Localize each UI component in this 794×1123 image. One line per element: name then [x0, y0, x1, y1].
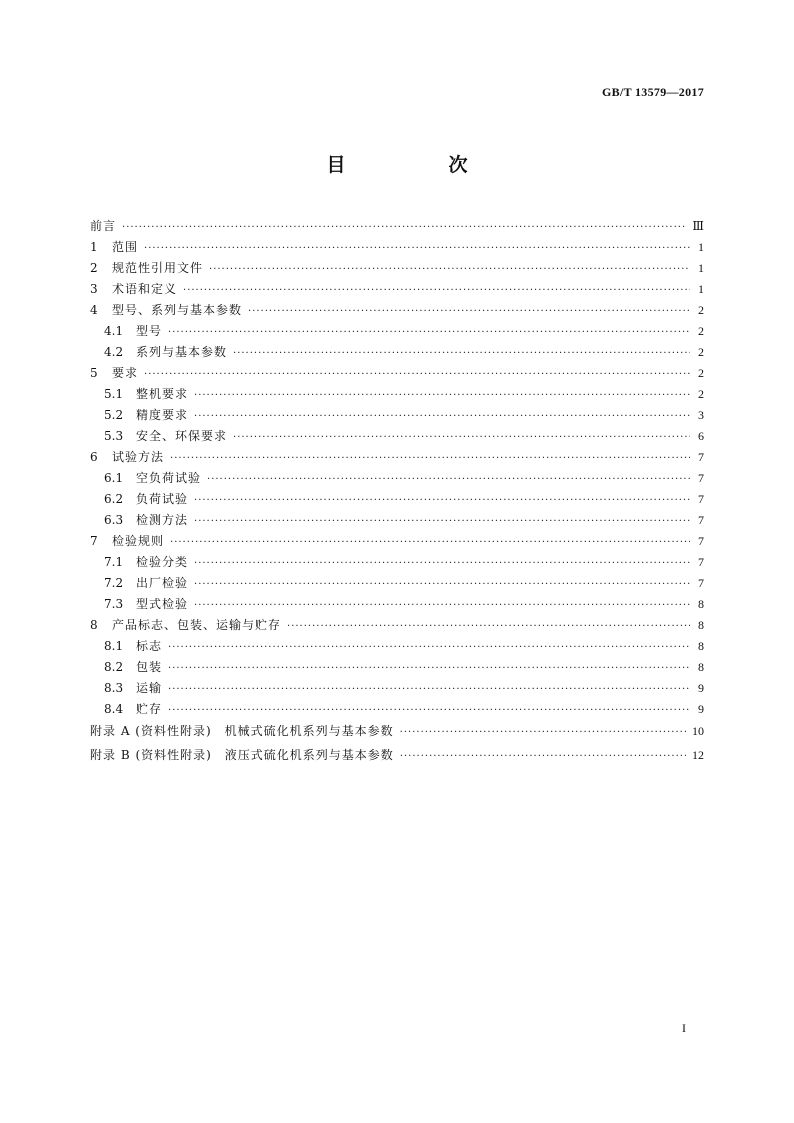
- toc-page: 2: [698, 345, 704, 359]
- toc-entry-4-2[interactable]: [90, 342, 704, 363]
- toc-entry-7-2[interactable]: [90, 573, 704, 594]
- toc-leader: [194, 511, 690, 532]
- toc-entry-4[interactable]: [90, 300, 704, 321]
- toc-number: 7.2: [104, 576, 124, 590]
- toc-page: 7: [698, 534, 704, 548]
- toc-number: 2: [90, 261, 98, 275]
- toc-label: 附录 A (资料性附录) 机械式硫化机系列与基本参数: [90, 724, 394, 738]
- toc-leader: [144, 238, 690, 259]
- toc-entry-1[interactable]: [90, 237, 704, 258]
- toc-entry-5[interactable]: [90, 363, 704, 384]
- toc-page: 6: [698, 429, 704, 443]
- toc-entry-7[interactable]: [90, 531, 704, 552]
- toc-number: 4.1: [104, 324, 124, 338]
- toc-leader: [209, 259, 690, 280]
- toc-leader: [400, 745, 686, 769]
- toc-entry-5-3[interactable]: [90, 426, 704, 447]
- toc-page: 8: [698, 639, 704, 653]
- toc-page: 8: [698, 597, 704, 611]
- toc-leader: [122, 217, 686, 238]
- toc-entry-appendix-b[interactable]: [90, 744, 704, 768]
- toc-label: 精度要求: [136, 408, 189, 422]
- toc-entry-8-1[interactable]: [90, 636, 704, 657]
- toc-entry-appendix-a[interactable]: [90, 720, 704, 744]
- toc-label: 运输: [136, 681, 163, 695]
- toc-number: 7.3: [104, 597, 124, 611]
- toc-entry-6-3[interactable]: [90, 510, 704, 531]
- toc-page: 7: [698, 576, 704, 590]
- toc-number: 6.3: [104, 513, 124, 527]
- toc-label: 型号: [136, 324, 163, 338]
- toc-label: 负荷试验: [136, 492, 189, 506]
- toc-leader: [168, 322, 690, 343]
- toc-page: 7: [698, 492, 704, 506]
- toc-page: 2: [698, 366, 704, 380]
- toc-number: 6.1: [104, 471, 124, 485]
- toc-number: 4: [90, 303, 98, 317]
- toc-number: 7.1: [104, 555, 124, 569]
- toc-label: 系列与基本参数: [136, 345, 228, 359]
- toc-number: 8.2: [104, 660, 124, 674]
- toc-entry-4-1[interactable]: [90, 321, 704, 342]
- toc-entry-8[interactable]: [90, 615, 704, 636]
- toc-label: 型式检验: [136, 597, 189, 611]
- toc-label: 术语和定义: [112, 282, 178, 296]
- toc-number: 8: [90, 618, 98, 632]
- toc-number: 5: [90, 366, 98, 380]
- toc-number: 7: [90, 534, 98, 548]
- toc-entry-6[interactable]: [90, 447, 704, 468]
- toc-leader: [168, 658, 690, 679]
- toc-label: 范围: [112, 240, 139, 254]
- toc-leader: [168, 637, 690, 658]
- toc-page: 9: [698, 702, 704, 716]
- toc-entry-8-2[interactable]: [90, 657, 704, 678]
- toc-label: 前言: [90, 219, 117, 233]
- toc-leader: [248, 301, 690, 322]
- toc-number: 6.2: [104, 492, 124, 506]
- toc-label: 要求: [112, 366, 139, 380]
- toc-leader: [207, 469, 690, 490]
- toc-leader: [233, 427, 690, 448]
- toc-number: 5.2: [104, 408, 124, 422]
- toc-label: 产品标志、包装、运输与贮存: [112, 618, 282, 632]
- toc-page: 2: [698, 324, 704, 338]
- toc-leader: [287, 616, 690, 637]
- toc-page: 2: [698, 303, 704, 317]
- toc-number: 6: [90, 450, 98, 464]
- toc-number: 8.1: [104, 639, 124, 653]
- toc-page: 2: [698, 387, 704, 401]
- toc-number: 5.1: [104, 387, 124, 401]
- toc-number: 4.2: [104, 345, 124, 359]
- toc-label: 出厂检验: [136, 576, 189, 590]
- toc-page: 8: [698, 660, 704, 674]
- toc-leader: [233, 343, 690, 364]
- toc-entry-3[interactable]: [90, 279, 704, 300]
- toc-page: 10: [692, 724, 704, 738]
- toc-label: 标志: [136, 639, 163, 653]
- toc-number: 8.4: [104, 702, 124, 716]
- toc-entry-6-1[interactable]: [90, 468, 704, 489]
- toc-page: 1: [698, 261, 704, 275]
- toc-label: 试验方法: [112, 450, 165, 464]
- standard-code: GB/T 13579—2017: [602, 85, 704, 99]
- toc-entry-6-2[interactable]: [90, 489, 704, 510]
- toc-page: 7: [698, 450, 704, 464]
- toc-entry-8-4[interactable]: [90, 699, 704, 720]
- toc-page: 3: [698, 408, 704, 422]
- toc-label: 附录 B (资料性附录) 液压式硫化机系列与基本参数: [90, 747, 394, 762]
- toc-label: 检测方法: [136, 513, 189, 527]
- toc-page: 9: [698, 681, 704, 695]
- toc-page: 8: [698, 618, 704, 632]
- table-of-contents: [90, 216, 704, 767]
- toc-entry-5-1[interactable]: [90, 384, 704, 405]
- toc-page: 1: [698, 240, 704, 254]
- toc-entry-2[interactable]: [90, 258, 704, 279]
- toc-leader: [194, 574, 690, 595]
- page-number: I: [682, 1021, 686, 1035]
- toc-label: 整机要求: [136, 387, 189, 401]
- toc-entry-7-1[interactable]: [90, 552, 704, 573]
- toc-leader: [144, 364, 690, 385]
- toc-number: 3: [90, 282, 98, 296]
- toc-entry-8-3[interactable]: [90, 678, 704, 699]
- toc-leader: [194, 490, 690, 511]
- toc-leader: [194, 406, 690, 427]
- toc-page: 12: [692, 747, 704, 762]
- toc-label: 贮存: [136, 702, 163, 716]
- toc-entry-foreword[interactable]: [90, 216, 704, 237]
- toc-page: Ⅲ: [692, 219, 704, 233]
- toc-label: 规范性引用文件: [112, 261, 204, 275]
- toc-leader: [194, 385, 690, 406]
- toc-leader: [168, 679, 690, 700]
- toc-number: 5.3: [104, 429, 124, 443]
- toc-label: 空负荷试验: [136, 471, 202, 485]
- toc-number: 1: [90, 240, 98, 254]
- toc-label: 检验规则: [112, 534, 165, 548]
- toc-leader: [170, 448, 690, 469]
- toc-entry-5-2[interactable]: [90, 405, 704, 426]
- toc-label: 包装: [136, 660, 163, 674]
- toc-leader: [194, 553, 690, 574]
- toc-label: 安全、环保要求: [136, 429, 228, 443]
- toc-label: 检验分类: [136, 555, 189, 569]
- toc-number: 8.3: [104, 681, 124, 695]
- page-title: 目 次: [326, 154, 510, 176]
- toc-page: 7: [698, 471, 704, 485]
- toc-leader: [194, 595, 690, 616]
- toc-page: 1: [698, 282, 704, 296]
- toc-label: 型号、系列与基本参数: [112, 303, 243, 317]
- toc-leader: [400, 721, 686, 745]
- toc-leader: [183, 280, 690, 301]
- toc-page: 7: [698, 513, 704, 527]
- toc-leader: [170, 532, 690, 553]
- toc-page: 7: [698, 555, 704, 569]
- toc-entry-7-3[interactable]: [90, 594, 704, 615]
- toc-leader: [168, 700, 690, 721]
